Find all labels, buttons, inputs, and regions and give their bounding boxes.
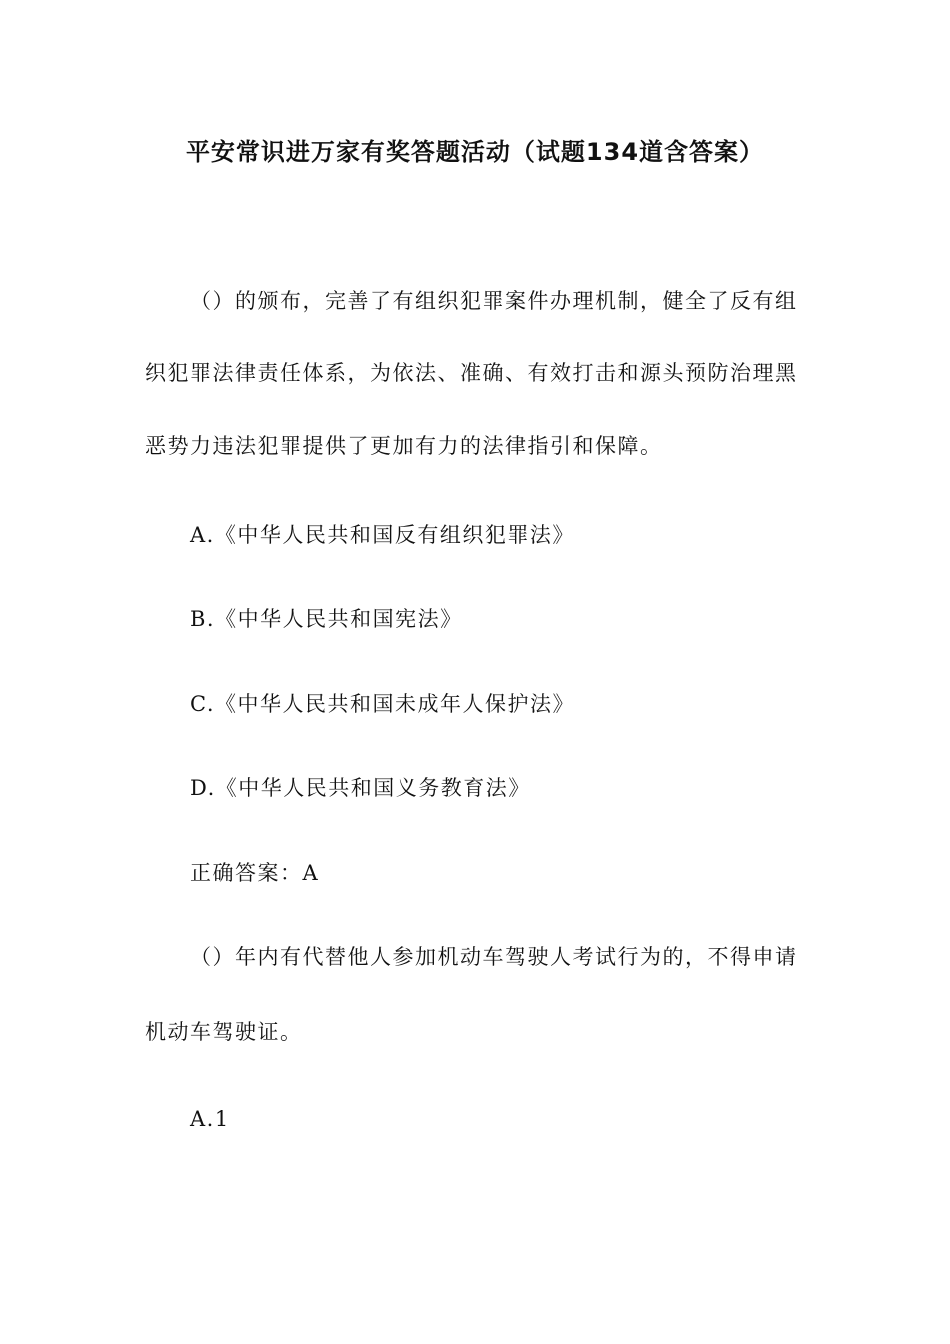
question-1-option-c: C.《中华人民共和国未成年人保护法》 [190,692,575,716]
question-1-option-b: B.《中华人民共和国宪法》 [190,607,463,631]
question-1-stem-line-2: 织犯罪法律责任体系，为依法、准确、有效打击和源头预防治理黑 [145,361,798,385]
question-2-option-a: A.1 [190,1107,230,1131]
question-1-answer: 正确答案：A [190,861,320,885]
question-2-stem-line-1: （）年内有代替他人参加机动车驾驶人考试行为的，不得申请 [190,945,798,969]
question-1-stem-line-3: 恶势力违法犯罪提供了更加有力的法律指引和保障。 [145,434,663,458]
question-1-option-a: A.《中华人民共和国反有组织犯罪法》 [190,523,575,547]
question-2-stem-line-2: 机动车驾驶证。 [145,1020,303,1044]
question-1-stem-line-1: （）的颁布，完善了有组织犯罪案件办理机制，健全了反有组 [190,289,798,313]
document-title: 平安常识进万家有奖答题活动（试题134道含答案） [185,138,765,166]
question-1-option-d: D.《中华人民共和国义务教育法》 [190,776,531,800]
